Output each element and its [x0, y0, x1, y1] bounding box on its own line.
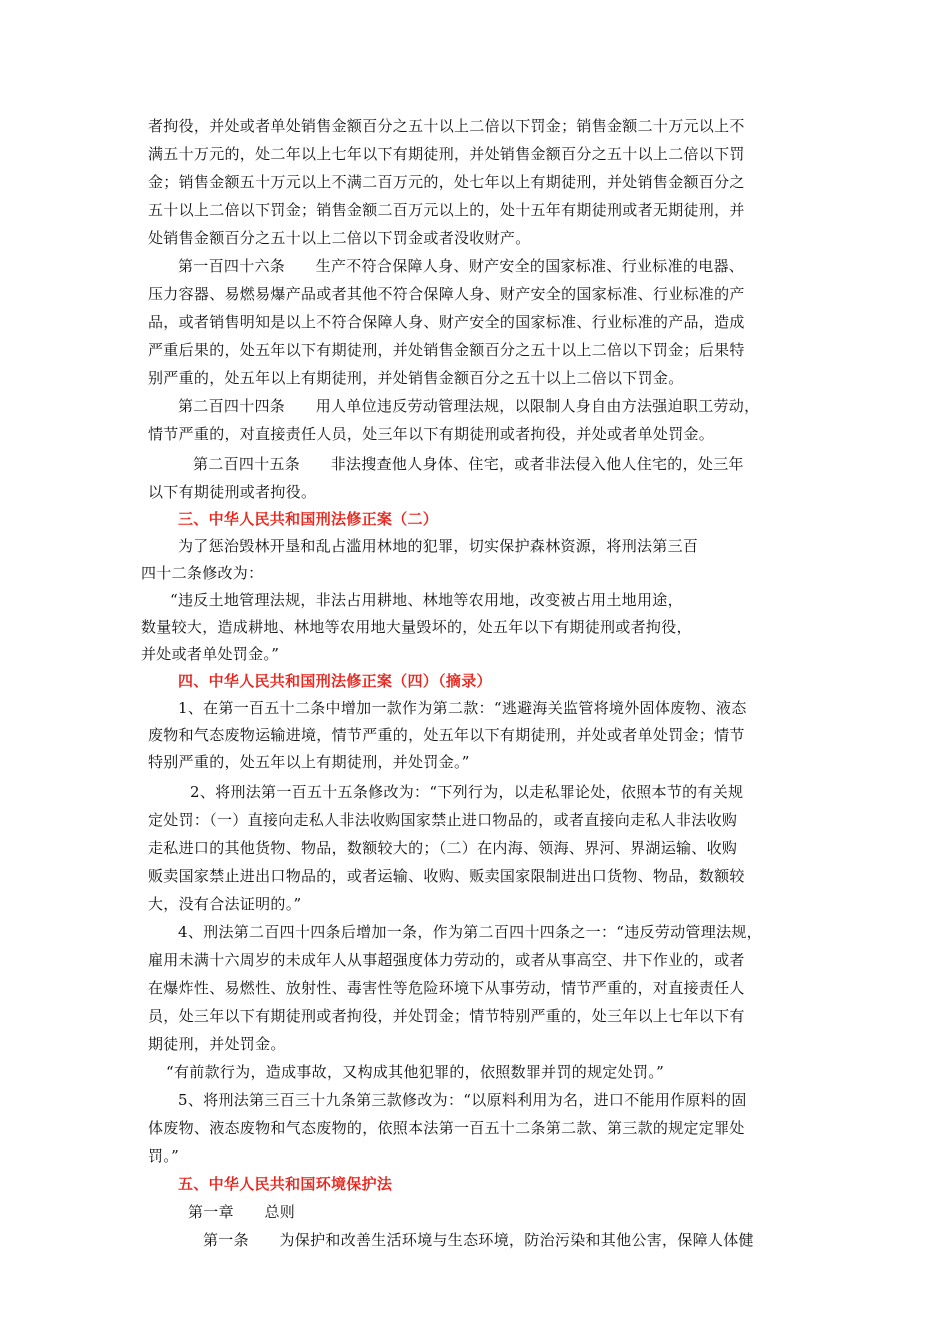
- text-line: 五十以上二倍以下罚金；销售金额二百万元以上的，处十五年有期徒刑或者无期徒刑，并: [148, 201, 745, 219]
- text-line: 别严重的，处五年以上有期徒刑，并处销售金额百分之五十以上二倍以下罚金。: [148, 369, 684, 387]
- text-line: 品，或者销售明知是以上不符合保障人身、财产安全的国家标准、行业标准的产品，造成: [148, 313, 745, 331]
- text-line: 2、将刑法第一百五十五条修改为：“下列行为，以走私罪论处，依照本节的有关规: [190, 783, 744, 801]
- text-line: 压力容器、易燃易爆产品或者其他不符合保障人身、财产安全的国家标准、行业标准的产: [148, 285, 745, 303]
- text-line: 贩卖国家禁止进出口物品的，或者运输、收购、贩卖国家限制进出口货物、物品，数额较: [148, 867, 745, 885]
- text-line: 金；销售金额五十万元以上不满二百万元的，处七年以上有期徒刑，并处销售金额百分之: [148, 173, 745, 191]
- text-line: 者拘役，并处或者单处销售金额百分之五十以上二倍以下罚金；销售金额二十万元以上不: [148, 117, 745, 135]
- text-line: “有前款行为，造成事故，又构成其他犯罪的，依照数罪并罚的规定处罚。”: [166, 1063, 665, 1081]
- text-line: 数量较大，造成耕地、林地等农用地大量毁坏的，处五年以下有期徒刑或者拘役，: [141, 618, 692, 636]
- text-line: 严重后果的，处五年以下有期徒刑，并处销售金额百分之五十以上二倍以下罚金；后果特: [148, 341, 745, 359]
- text-line: 在爆炸性、易燃性、放射性、毒害性等危险环境下从事劳动，情节严重的，对直接责任人: [148, 979, 745, 997]
- text-line: 1、在第一百五十二条中增加一款作为第二款：“逃避海关监管将境外固体废物、液态: [178, 699, 747, 717]
- text-line: 员，处三年以下有期徒刑或者拘役，并处罚金；情节特别严重的，处三年以上七年以下有: [148, 1007, 745, 1025]
- chapter-heading: 第一章 总则: [188, 1203, 296, 1221]
- article-245-heading: 第二百四十五条 非法搜查他人身体、住宅，或者非法侵入他人住宅的，处三年: [193, 455, 744, 473]
- article-244-heading: 第二百四十四条 用人单位违反劳动管理法规，以限制人身自由方法强迫职工劳动，: [178, 397, 760, 415]
- text-line: 罚。”: [148, 1147, 180, 1165]
- text-line: 雇用未满十六周岁的未成年人从事超强度体力劳动的，或者从事高空、井下作业的，或者: [148, 951, 745, 969]
- text-line: 废物和气态废物运输进境，情节严重的，处五年以下有期徒刑，并处或者单处罚金；情节: [148, 726, 745, 744]
- text-line: “违反土地管理法规，非法占用耕地、林地等农用地，改变被占用土地用途，: [170, 591, 683, 609]
- text-line: 特别严重的，处五年以上有期徒刑，并处罚金。”: [148, 753, 470, 771]
- text-line: 体废物、液态废物和气态废物的，依照本法第一百五十二条第二款、第三款的规定定罪处: [148, 1119, 745, 1137]
- text-line: 情节严重的，对直接责任人员，处三年以下有期徒刑或者拘役，并处或者单处罚金。: [148, 425, 715, 443]
- text-line: 以下有期徒刑或者拘役。: [148, 483, 317, 501]
- text-line: 第一条 为保护和改善生活环境与生态环境，防治污染和其他公害，保障人体健: [203, 1231, 754, 1249]
- section-heading-4: 四、中华人民共和国刑法修正案（四）（摘录）: [178, 672, 492, 690]
- text-line: 并处或者单处罚金。”: [141, 645, 280, 663]
- text-line: 满五十万元的，处二年以上七年以下有期徒刑，并处销售金额百分之五十以上二倍以下罚: [148, 145, 745, 163]
- text-line: 为了惩治毁林开垦和乱占滥用林地的犯罪，切实保护森林资源，将刑法第三百: [178, 537, 699, 555]
- section-heading-3: 三、中华人民共和国刑法修正案（二）: [178, 510, 439, 528]
- article-146-heading: 第一百四十六条 生产不符合保障人身、财产安全的国家标准、行业标准的电器、: [178, 257, 745, 275]
- text-line: 走私进口的其他货物、物品，数额较大的；（二）在内海、领海、界河、界湖运输、收购: [148, 839, 738, 857]
- text-line: 定处罚：（一）直接向走私人非法收购国家禁止进口物品的，或者直接向走私人非法收购: [148, 811, 738, 829]
- text-line: 5、将刑法第三百三十九条第三款修改为：“以原料利用为名，进口不能用作原料的固: [178, 1091, 747, 1109]
- text-line: 处销售金额百分之五十以上二倍以下罚金或者没收财产。: [148, 229, 531, 247]
- text-line: 期徒刑，并处罚金。: [148, 1035, 286, 1053]
- section-heading-5: 五、中华人民共和国环境保护法: [178, 1175, 393, 1193]
- text-line: 4、刑法第二百四十四条后增加一条，作为第二百四十四条之一：“违反劳动管理法规，: [178, 923, 762, 941]
- text-line: 四十二条修改为：: [141, 564, 264, 582]
- text-line: 大，没有合法证明的。”: [148, 895, 302, 913]
